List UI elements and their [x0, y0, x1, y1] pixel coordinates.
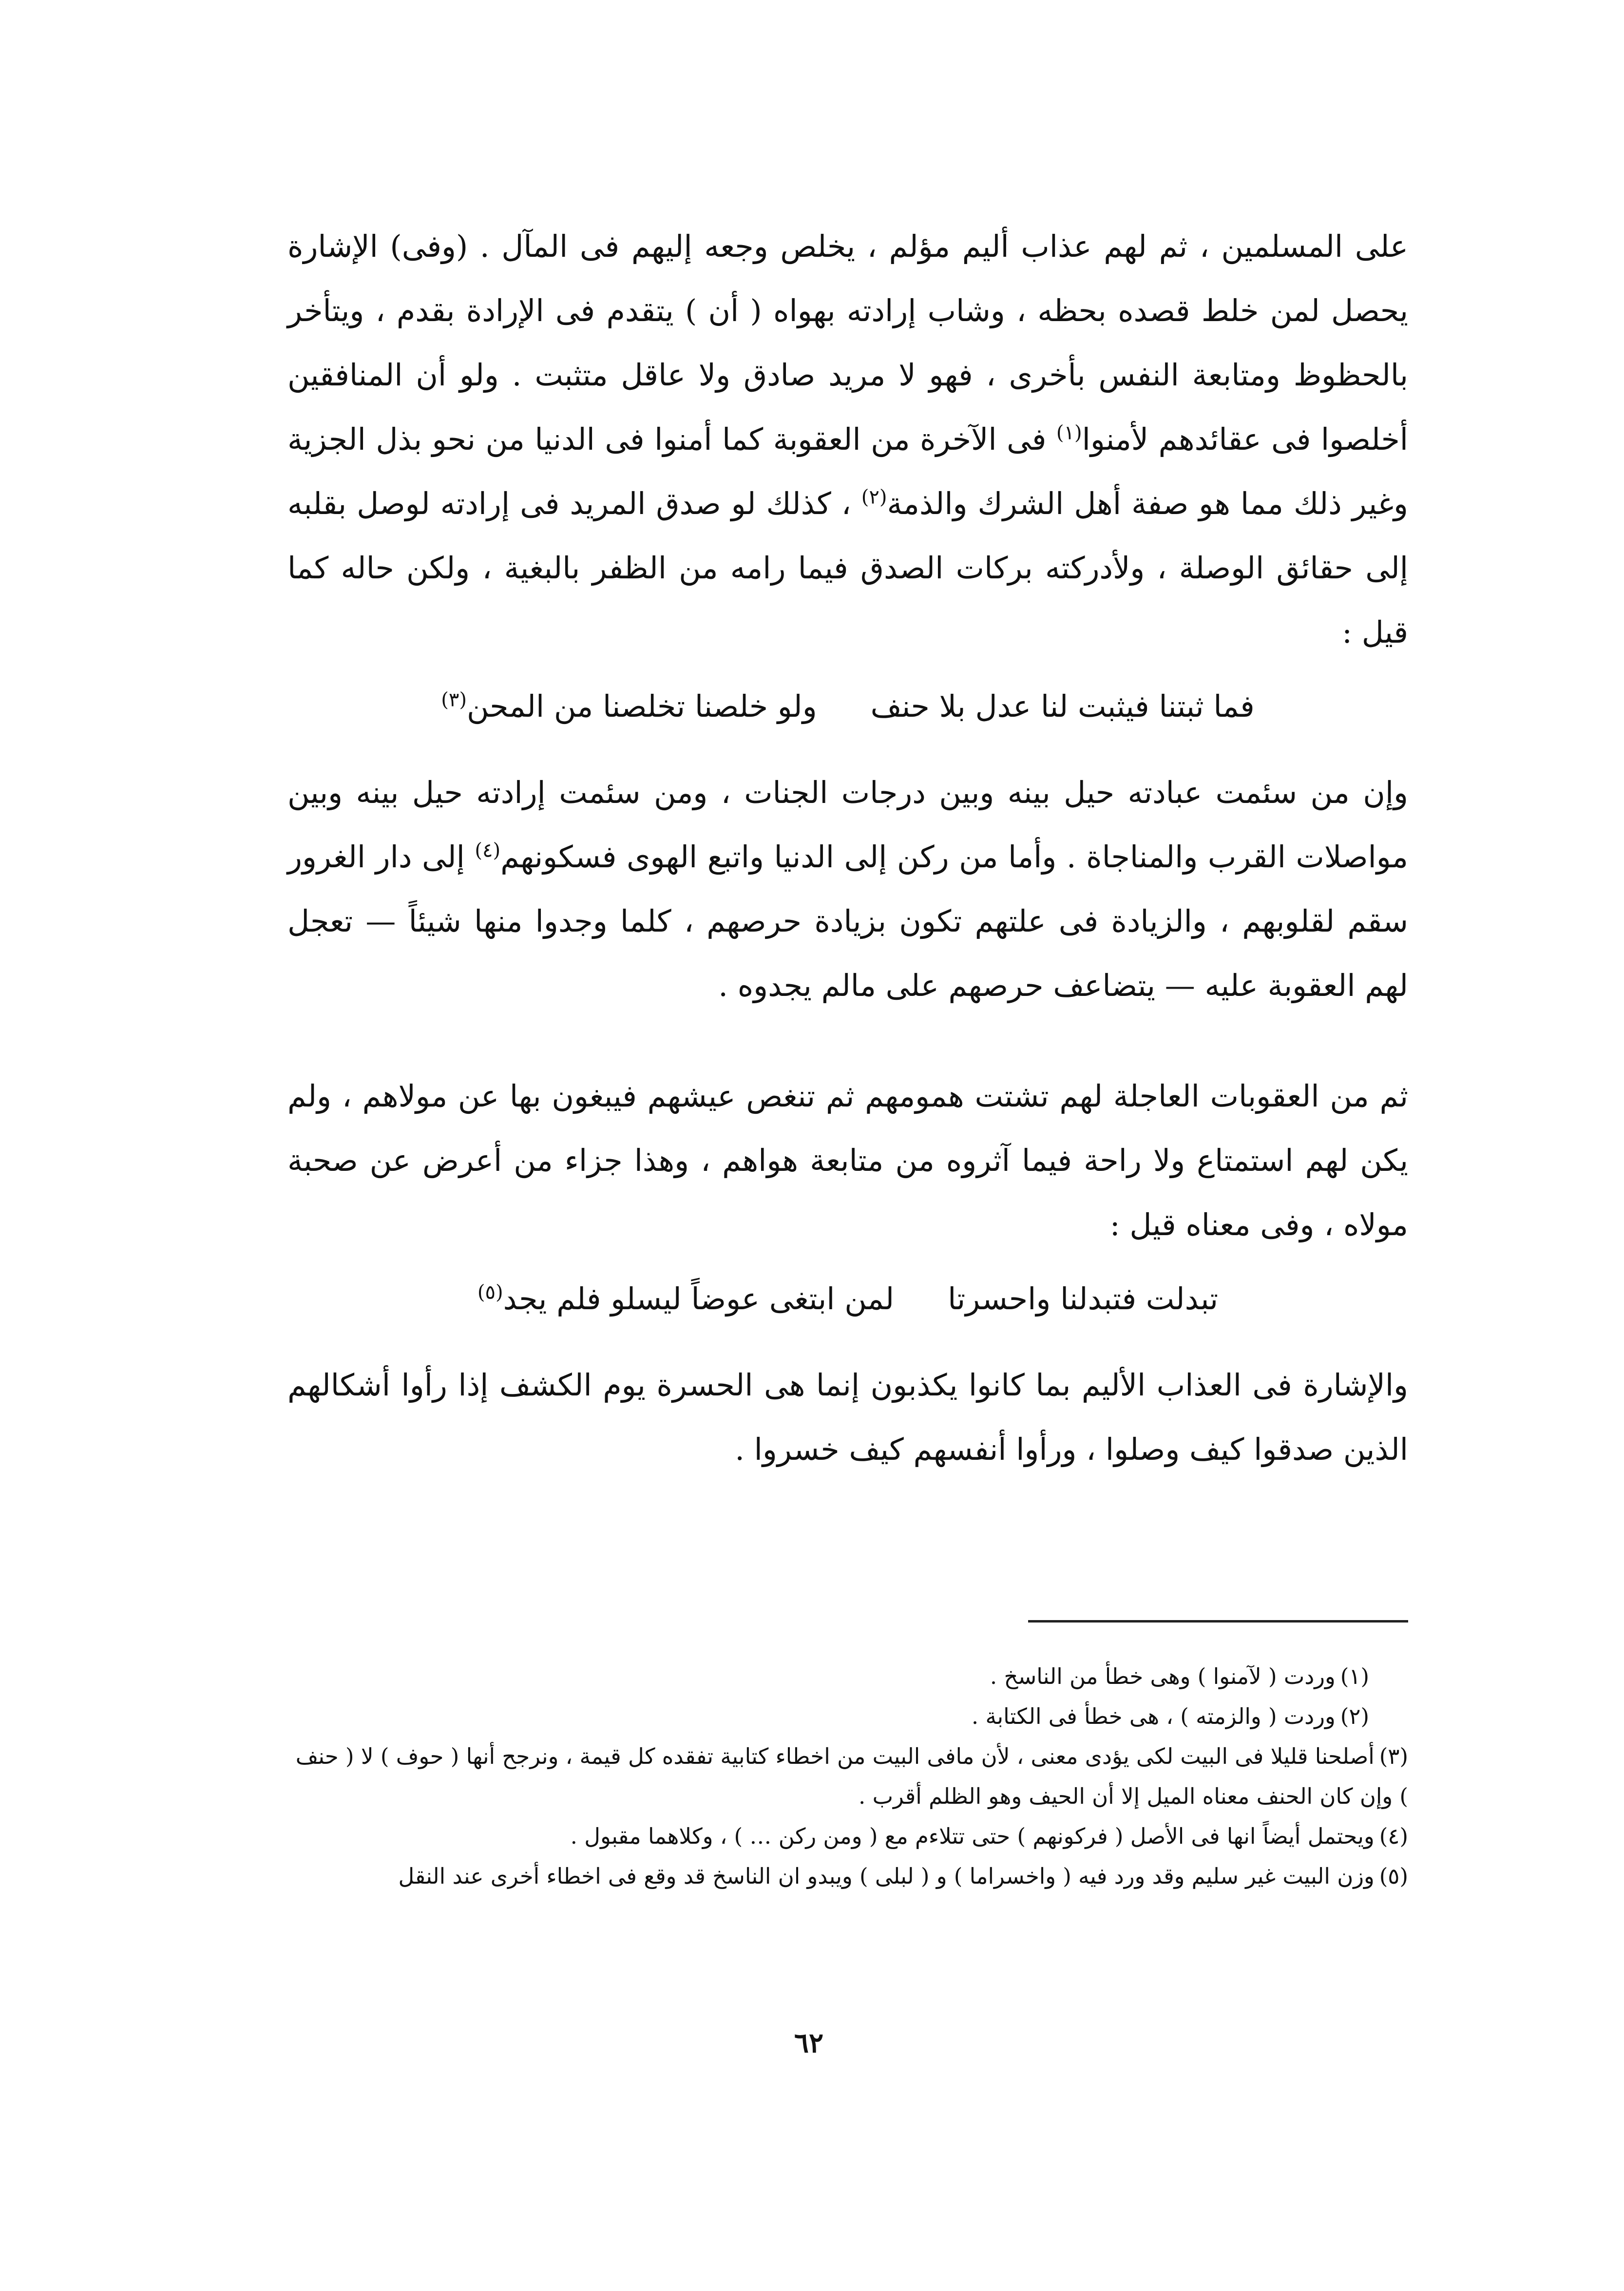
paragraph-2-text-a: وإن من سئمت عبادته حيل بينه وبين درجات الجنات ، ومن سئمت إرادته حيل بينه وبين مواصلات القرب والمناجاة . وأما من ركن إلى الدنيا واتبع الهوى فسكونهم [287, 775, 1408, 875]
footnotes [287, 1657, 1408, 1896]
verse-2-second-hemistich-text: لمن ابتغى عوضاً ليسلو فلم يجد [503, 1281, 895, 1317]
verse-1-first-hemistich: فما ثبتنا فيثبت لنا عدل بلا حنف [870, 688, 1255, 724]
main-text [287, 214, 1408, 1482]
paragraph-3-text: ثم من العقوبات العاجلة لهم تشتت همومهم ثم تنغص عيشهم فيبغون بها عن مولاهم ، ولم يكن لهم استمتاع ولا راحة فيما آثروه من متابعة هواهم ، وهذا جزاء من أعرض عن صحبة مولاه ، وفى معناه قيل : [287, 1078, 1408, 1242]
paragraph-1-text-b: فى الآخرة من العقوبة كما أمنوا فى الدنيا من نحو بذل الجزية وغير ذلك مما هو صفة أهل الشرك والذمة [287, 421, 1408, 521]
footnote-2 [287, 1697, 1408, 1737]
paragraph-1-text-c: ، كذلك لو صدق المريد فى إرادته لوصل بقلبه إلى حقائق الوصلة ، ولأدركته بركات الصدق فيما رامه من الظفر بالبغية ، ولكن حاله كما قيل : [287, 486, 1408, 650]
footnote-divider [1028, 1620, 1408, 1623]
footnote-3-number: (٣) [1379, 1743, 1408, 1769]
footnote-4 [287, 1816, 1408, 1856]
footnote-5-text: وزن البيت غير سليم وقد ورد فيه ( واخسراما ) و ( لبلى ) ويبدو ان الناسخ قد وقع فى اخطاء أخرى عند النقل [398, 1863, 1375, 1889]
verse-1 [287, 674, 1408, 739]
footnote-1-text: وردت ( لآمنوا ) وهى خطأ من الناسخ . [990, 1663, 1336, 1689]
footnote-5-number: (٥) [1379, 1863, 1408, 1889]
footnote-2-text: وردت ( والزمته ) ، هى خطأ فى الكتابة . [971, 1703, 1336, 1729]
footnote-5 [287, 1856, 1408, 1896]
footnote-ref-2[interactable]: (٢) [861, 486, 887, 509]
paragraph-1 [287, 214, 1408, 665]
paragraph-4 [287, 1353, 1408, 1482]
verse-2-second-hemistich [478, 1267, 894, 1331]
footnote-4-number: (٤) [1379, 1823, 1408, 1849]
footnote-2-number: (٢) [1340, 1703, 1369, 1729]
footnote-ref-4[interactable]: (٤) [475, 839, 501, 862]
paragraph-4-text: والإشارة فى العذاب الأليم بما كانوا يكذبون إنما هى الحسرة يوم الكشف إذا رأوا أشكالهم الذين صدقوا كيف وصلوا ، ورأوا أنفسهم كيف خسروا . [287, 1367, 1408, 1467]
verse-1-second-hemistich [441, 674, 817, 739]
footnote-ref-1[interactable]: (١) [1056, 421, 1082, 444]
paragraph-2 [287, 761, 1408, 1018]
verse-2 [287, 1267, 1408, 1331]
footnote-1-number: (١) [1340, 1663, 1369, 1689]
page-number: ٦٢ [794, 2027, 824, 2059]
footnote-3-text: أصلحنا قليلا فى البيت لكى يؤدى معنى ، لأن مافى البيت من اخطاء كتابية تفقده كل قيمة ، ونرجح أنها ( حوف ) لا ( حنف ) وإن كان الحنف معناه الميل إلا أن الحيف وهو الظلم أقرب . [295, 1743, 1408, 1809]
verse-1-second-hemistich-text: ولو خلصنا تخلصنا من المحن [466, 688, 817, 724]
footnote-ref-3[interactable]: (٣) [441, 688, 467, 711]
footnote-3 [287, 1737, 1408, 1816]
paragraph-3 [287, 1064, 1408, 1257]
paragraph-1-text-a: على المسلمين ، ثم لهم عذاب أليم مؤلم ، يخلص وجعه إليهم فى المآل . (وفى) الإشارة يحصل لمن خلط قصده بحظه ، وشاب إرادته بهواه ( أن ) يتقدم فى الإرادة بقدم ، ويتأخر بالحظوظ ومتابعة النفس بأخرى ، فهو لا مريد صادق ولا عاقل متثبت . ولو أن المنافقين أخلصوا فى عقائدهم لأمنوا [287, 229, 1409, 457]
footnote-ref-5[interactable]: (٥) [477, 1281, 503, 1304]
footnote-1 [287, 1657, 1408, 1697]
footnote-4-text: ويحتمل أيضاً انها فى الأصل ( فركونهم ) حتى تتلاءم مع ( ومن ركن … ) ، وكلاهما مقبول . [570, 1823, 1375, 1849]
verse-2-first-hemistich: تبدلت فتبدلنا واحسرتا [948, 1281, 1219, 1317]
paragraph-2-text-b: إلى دار الغرور سقم لقلوبهم ، والزيادة فى علتهم تكون بزيادة حرصهم ، كلما وجدوا منها شيئاً — تعجل لهم العقوبة عليه — يتضاعف حرصهم على مالم يجدوه . [287, 839, 1408, 1003]
